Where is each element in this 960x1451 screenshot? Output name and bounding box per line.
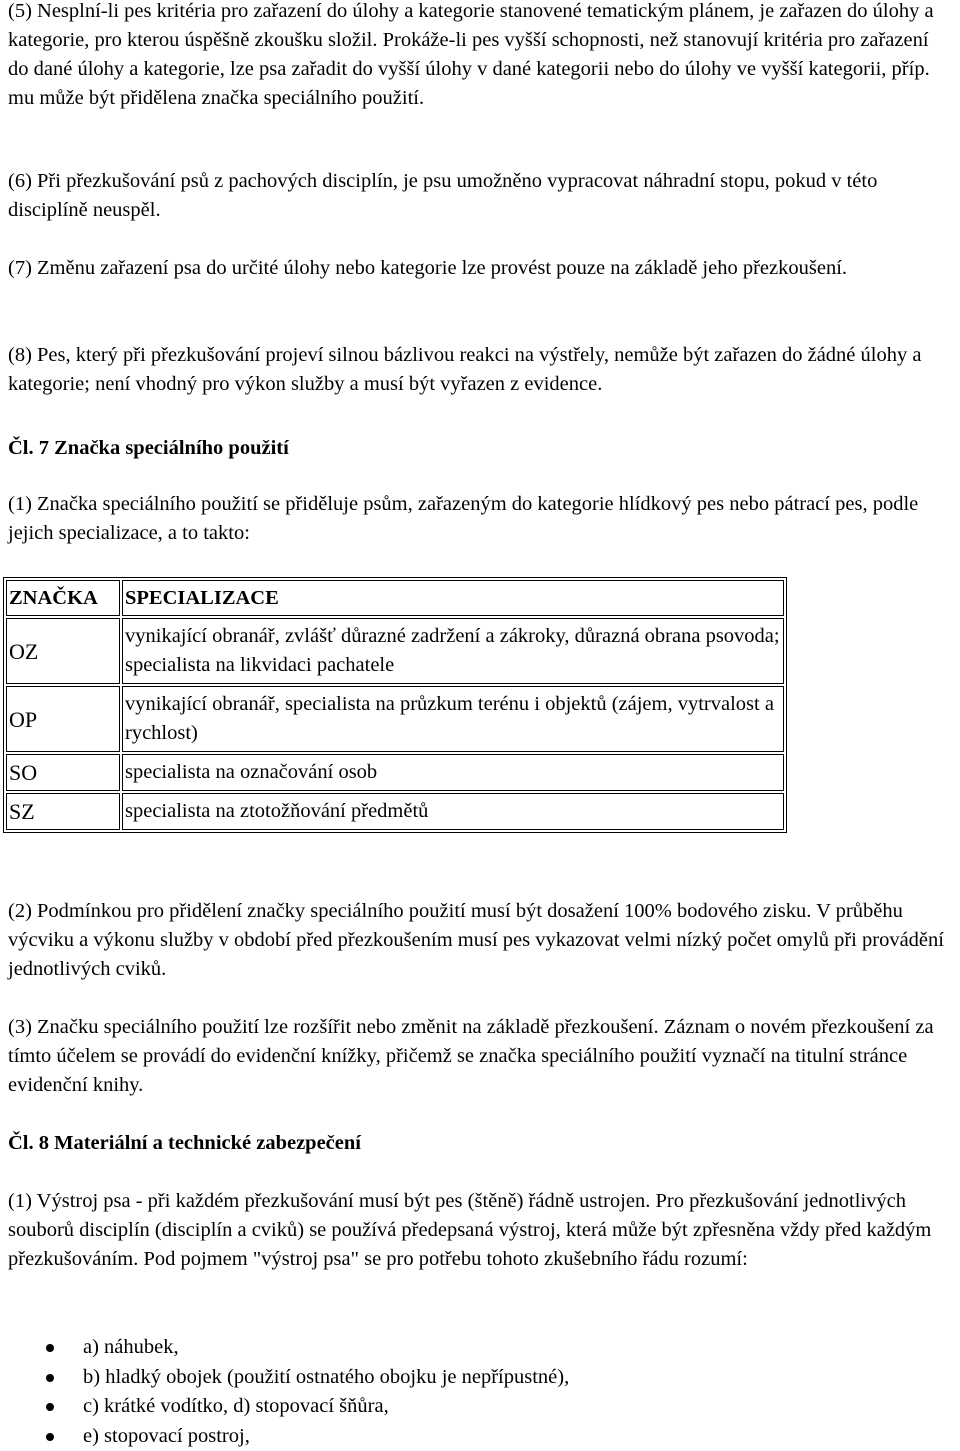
table-row xyxy=(6,793,784,830)
table-cell-spec: specialista na ztotožňování předmětů xyxy=(122,793,784,830)
list-item-text: a) náhubek, xyxy=(83,1336,179,1358)
table-cell-spec: vynikající obranář, zvlášť důrazné zadržení a zákroky, důrazná obrana psovoda; specialista na likvidaci pachatele xyxy=(122,618,784,684)
list-item-text: b) hladký obojek (použití ostnatého obojku je nepřípustné), xyxy=(83,1366,569,1388)
bullet-icon xyxy=(46,1344,54,1352)
section-7-heading: Čl. 7 Značka speciálního použití xyxy=(8,434,289,463)
marks-table xyxy=(3,577,787,833)
bullet-icon xyxy=(46,1403,54,1411)
equipment-list xyxy=(8,1333,569,1451)
paragraph-7: (7) Změnu zařazení psa do určité úlohy nebo kategorie lze provést pouze na základě jeho přezkoušení. xyxy=(8,254,948,283)
table-cell-code: OP xyxy=(6,686,120,752)
list-item xyxy=(83,1392,569,1422)
list-item xyxy=(83,1363,569,1393)
section-8-heading: Čl. 8 Materiální a technické zabezpečení xyxy=(8,1129,361,1158)
table-cell-spec: specialista na označování osob xyxy=(122,754,784,791)
table-header-spec: SPECIALIZACE xyxy=(122,580,784,616)
table-cell-code: OZ xyxy=(6,618,120,684)
bullet-icon xyxy=(46,1433,54,1441)
table-cell-code: SZ xyxy=(6,793,120,830)
table-row xyxy=(6,618,784,684)
section-7-intro: (1) Značka speciálního použití se přiděluje psům, zařazeným do kategorie hlídkový pes nebo pátrací pes, podle jejich specializace, a to takto: xyxy=(8,490,948,548)
section-7-paragraph-2: (2) Podmínkou pro přidělení značky speciálního použití musí být dosažení 100% bodového zisku. V průběhu výcviku a výkonu služby v období před přezkoušením musí pes vykazovat velmi nízký počet omylů při provádění jednotlivých cviků. xyxy=(8,897,948,984)
table-header-code: ZNAČKA xyxy=(6,580,120,616)
table-row xyxy=(6,686,784,752)
list-item-text: c) krátké vodítko, d) stopovací šňůra, xyxy=(83,1395,389,1417)
paragraph-5: (5) Nesplní-li pes kritéria pro zařazení do úlohy a kategorie stanovené tematickým plánem, je zařazen do úlohy a kategorie, pro kterou úspěšně zkoušku složil. Prokáže-li pes vyšší schopnosti, než stanovují kritéria pro zařazení do dané úlohy a kategorie, lze psa zařadit do vyšší úlohy v dané kategorii nebo do úlohy ve vyšší kategorii, příp. mu může být přidělena značka speciálního použití. xyxy=(8,0,948,113)
paragraph-6: (6) Při přezkušování psů z pachových disciplín, je psu umožněno vypracovat náhradní stopu, pokud v této disciplíně neuspěl. xyxy=(8,167,948,225)
table-header-row xyxy=(6,580,784,616)
list-item xyxy=(83,1422,569,1451)
list-item xyxy=(83,1333,569,1363)
table-cell-spec: vynikající obranář, specialista na průzkum terénu i objektů (zájem, vytrvalost a rychlost) xyxy=(122,686,784,752)
list-item-text: e) stopovací postroj, xyxy=(83,1425,250,1447)
section-7-paragraph-3: (3) Značku speciálního použití lze rozšířit nebo změnit na základě přezkoušení. Záznam o novém přezkoušení za tímto účelem se provádí do evidenční knížky, přičemž se značka speciálního použití vyznačí na titulní stránce evidenční knihy. xyxy=(8,1013,948,1100)
paragraph-8: (8) Pes, který při přezkušování projeví silnou bázlivou reakci na výstřely, nemůže být zařazen do žádné úlohy a kategorie; není vhodný pro výkon služby a musí být vyřazen z evidence. xyxy=(8,341,956,399)
table-cell-code: SO xyxy=(6,754,120,791)
table-row xyxy=(6,754,784,791)
section-8-paragraph-1: (1) Výstroj psa - při každém přezkušování musí být pes (štěně) řádně ustrojen. Pro přezkušování jednotlivých souborů disciplín (disciplín a cviků) se používá předepsaná výstroj, která může být zpřesněna vždy před každým přezkušováním. Pod pojmem "výstroj psa" se pro potřebu tohoto zkušebního řádu rozumí: xyxy=(8,1187,956,1274)
bullet-icon xyxy=(46,1374,54,1382)
